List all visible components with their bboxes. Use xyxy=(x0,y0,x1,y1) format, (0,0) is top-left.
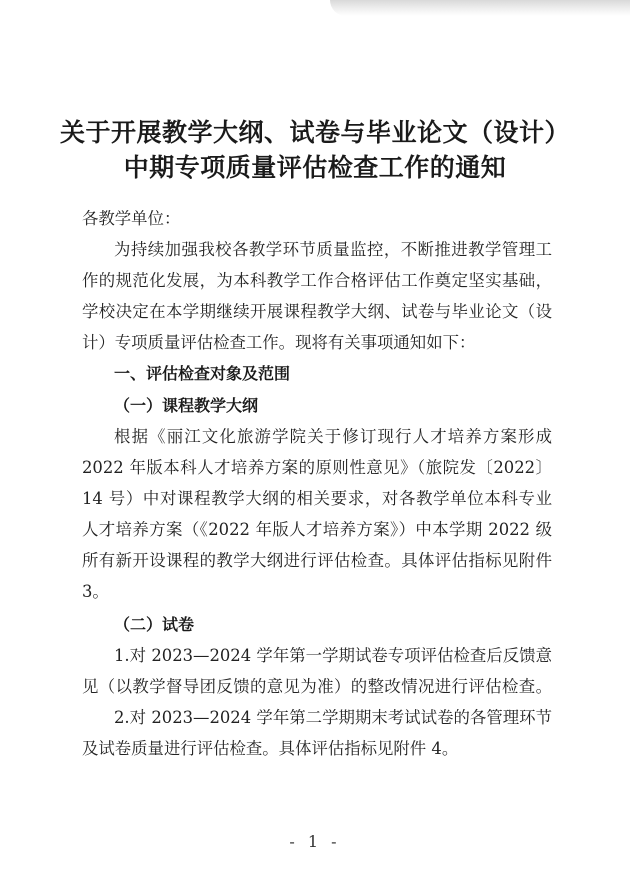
syllabus-line: 根据《丽江文化旅游学院关于修订现行人才培养方案形成 xyxy=(114,427,552,446)
document-title-line-2: 中期专项质量评估检查工作的通知 xyxy=(123,153,507,182)
syllabus-line: 2022 年版本科人才培养方案的原则性意见》（旅院发〔2022〕 xyxy=(82,458,552,477)
syllabus-line: 14 号）中对课程教学大纲的相关要求，对各教学单位本科专业 xyxy=(82,489,552,508)
exam-item-2-line: 及试卷质量进行评估检查。具体评估指标见附件 4。 xyxy=(82,739,459,758)
syllabus-line: 所有新开设课程的教学大纲进行评估检查。具体评估指标见附件 xyxy=(82,551,552,570)
exam-item-1-line: 见（以教学督导团反馈的意见为准）的整改情况进行评估检查。 xyxy=(82,677,552,696)
intro-line: 计）专项质量评估检查工作。现将有关事项通知如下： xyxy=(82,333,476,352)
salutation: 各教学单位： xyxy=(82,209,181,228)
syllabus-line: 3。 xyxy=(82,582,109,601)
subsection-heading-exam: （二）试卷 xyxy=(114,615,195,634)
section-heading: 一、评估检查对象及范围 xyxy=(114,364,291,383)
intro-line: 学校决定在本学期继续开展课程教学大纲、试卷与毕业论文（设 xyxy=(82,302,552,321)
exam-item-2-line: 2.对 2023—2024 学年第二学期期末考试试卷的各管理环节 xyxy=(114,708,552,727)
syllabus-line: 人才培养方案（《2022 年版人才培养方案》）中本学期 2022 级 xyxy=(82,520,552,539)
page-number: - 1 - xyxy=(289,832,341,851)
subsection-heading-syllabus: （一）课程教学大纲 xyxy=(114,396,259,415)
document-title-line-1: 关于开展教学大纲、试卷与毕业论文（设计） xyxy=(59,118,570,147)
exam-item-1-line: 1.对 2023—2024 学年第一学期试卷专项评估检查后反馈意 xyxy=(114,646,552,665)
intro-line: 作的规范化发展，为本科教学工作合格评估工作奠定坚实基础， xyxy=(82,271,552,290)
intro-line: 为持续加强我校各教学环节质量监控，不断推进教学管理工 xyxy=(114,240,552,259)
